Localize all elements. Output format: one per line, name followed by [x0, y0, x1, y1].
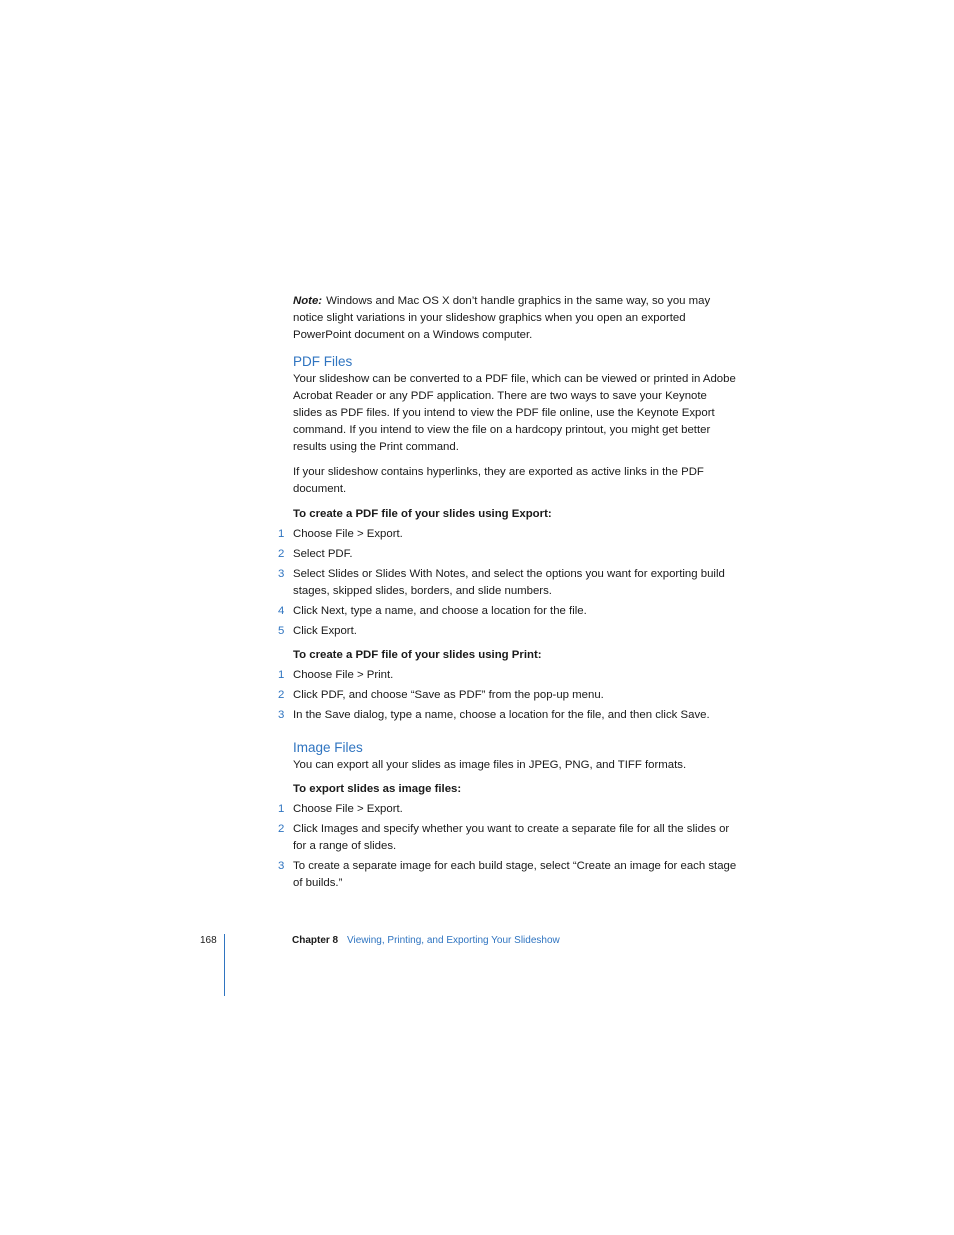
steps-export [278, 526, 738, 640]
step-text: Choose File > Export. [293, 803, 403, 815]
step-number: 1 [278, 528, 285, 540]
step-text: Select PDF. [293, 548, 353, 560]
step-text: Choose File > Print. [293, 669, 394, 681]
task-heading-print: To create a PDF file of your slides using Print: [293, 649, 542, 661]
note-text: Windows and Mac OS X don’t handle graphics in the same way, so you may notice slight variations in your slideshow graphics when you open an exported PowerPoint document on a Windows computer. [293, 295, 711, 341]
step-text: In the Save dialog, type a name, choose a location for the file, and then click Save. [293, 709, 710, 721]
step-number: 3 [278, 860, 285, 872]
chapter-label: Chapter 8 [292, 935, 339, 946]
list-item [278, 623, 738, 640]
pdf-intro-paragraph: Your slideshow can be converted to a PDF file, which can be viewed or printed in Adobe Acrobat Reader or any PDF application. There are two ways to save your Keynote slides as PDF files. If you intend to view the PDF file online, use the Keynote Export command. If you intend to view the file on a hardcopy printout, you might get better results using the Print command. [293, 373, 736, 453]
list-item [278, 546, 738, 563]
step-text: Click Next, type a name, and choose a location for the file. [293, 605, 587, 617]
step-number: 3 [278, 709, 285, 721]
footer-rule [224, 934, 225, 996]
step-text: Click Images and specify whether you want to create a separate file for all the slides or for a range of slides. [293, 823, 730, 852]
chapter-title: Viewing, Printing, and Exporting Your Slideshow [347, 935, 560, 946]
step-number: 3 [278, 568, 285, 580]
list-item [278, 526, 738, 543]
step-text: Select Slides or Slides With Notes, and select the options you want for exporting build stages, skipped slides, borders, and slide numbers. [293, 568, 725, 597]
page-number: 168 [200, 935, 217, 946]
list-item [278, 707, 738, 724]
step-number: 2 [278, 823, 285, 835]
steps-images [278, 801, 738, 892]
image-intro-paragraph: You can export all your slides as image files in JPEG, PNG, and TIFF formats. [293, 759, 687, 771]
step-number: 1 [278, 669, 285, 681]
list-item [278, 566, 738, 600]
note-label: Note: [293, 295, 323, 307]
list-item [278, 667, 738, 684]
list-item [278, 858, 738, 892]
step-number: 2 [278, 689, 285, 701]
list-item [278, 801, 738, 818]
steps-print [278, 667, 738, 724]
step-text: Click PDF, and choose “Save as PDF” from the pop-up menu. [293, 689, 604, 701]
image-files-heading: Image Files [293, 740, 363, 755]
step-number: 1 [278, 803, 285, 815]
step-number: 5 [278, 625, 285, 637]
step-number: 2 [278, 548, 285, 560]
list-item [278, 687, 738, 704]
step-number: 4 [278, 605, 285, 617]
note-paragraph [293, 293, 738, 344]
list-item [278, 603, 738, 620]
pdf-files-heading: PDF Files [293, 354, 353, 369]
list-item [278, 821, 738, 855]
task-heading-export: To create a PDF file of your slides using Export: [293, 508, 552, 520]
step-text: Choose File > Export. [293, 528, 403, 540]
page-content [278, 293, 738, 892]
task-heading-images: To export slides as image files: [293, 783, 462, 795]
step-text: Click Export. [293, 625, 357, 637]
pdf-hyperlinks-paragraph: If your slideshow contains hyperlinks, they are exported as active links in the PDF document. [293, 466, 704, 495]
step-text: To create a separate image for each build stage, select “Create an image for each stage of builds.” [293, 860, 737, 889]
